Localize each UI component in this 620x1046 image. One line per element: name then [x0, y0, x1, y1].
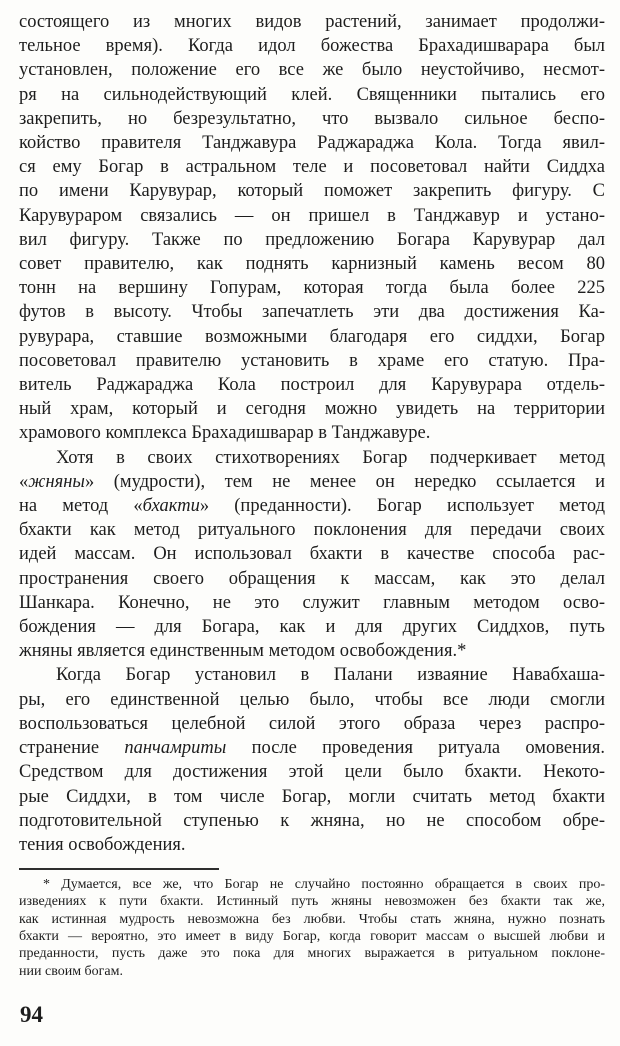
text-line: бождения — для Богара, как и для других Сиддхов, путь	[19, 617, 605, 638]
body-text	[19, 10, 605, 980]
text-segment: странение	[19, 738, 125, 759]
text-line: тельное время). Когда идол божества Брахадишварара был	[19, 36, 605, 57]
text-segment: после проведения ритуала омовения.	[226, 738, 606, 759]
footnote-line: бхакти — вероятно, это имеет в виду Богар, когда говорит массам о высшей любви и	[19, 929, 605, 944]
footnote-line: преданности, пусть даже это пока для многих выражается в ритуальном поклоне-	[19, 946, 605, 962]
text-line: Шанкара. Конечно, не это служит главным методом осво-	[19, 592, 605, 613]
italic-term: бхакти	[142, 496, 200, 517]
text-line: идей массам. Он использовал бхакти в качестве способа рас-	[19, 544, 605, 565]
paragraph-3	[19, 663, 605, 857]
text-line: ся ему Богар в астральном теле и посоветовал найти Сиддха	[19, 157, 605, 178]
text-line: совет правителю, как поднять карнизный камень весом 80	[19, 254, 605, 275]
footnote	[19, 876, 605, 980]
text-line: футов в высоту. Чтобы запечатлеть эти два достижения Ка-	[19, 302, 605, 323]
footnote-line: изведениях к пути бхакти. Истинный путь жняны невозможен без бхакти так же,	[19, 894, 605, 910]
text-line: койство правителя Танджавура Раджараджа Кола. Тогда явил-	[19, 133, 605, 154]
footnote-line: нии своим богам.	[19, 963, 123, 979]
text-line: Когда Богар установил в Палани изваяние Навабхаша-	[56, 665, 605, 686]
text-line: подготовительной ступенью к жняна, но не способом обре-	[19, 810, 605, 831]
italic-term: жняны	[28, 471, 85, 492]
text-line	[19, 639, 605, 663]
text-line: вил фигуру. Также по предложению Богара Карувурар дал	[19, 229, 605, 250]
text-segment: » (преданности). Богар использует метод	[199, 496, 605, 517]
text-line: Карувураром связались — он пришел в Танджавур и устано-	[19, 205, 605, 226]
text-line: состоящего из многих видов растений, занимает продолжи-	[19, 12, 605, 32]
text-line	[19, 470, 605, 494]
text-line: ры, его единственной целью было, чтобы все люди смогли	[19, 689, 605, 710]
footnote-ref-asterisk: *	[457, 641, 467, 662]
text-line: воспользоваться целебной силой этого образа через распро-	[19, 713, 605, 734]
footnote-line: как истинная мудрость невозможна без любви. Чтобы стать жняна, нужно познать	[19, 911, 605, 927]
footnote-line	[19, 876, 605, 893]
italic-term: панчамриты	[124, 738, 227, 759]
text-line: витель Раджараджа Кола построил для Карувурара отдель-	[19, 375, 605, 396]
text-line: бхакти как метод ритуального поклонения для передачи своих	[19, 520, 605, 541]
paragraph-1	[19, 10, 605, 446]
text-segment: жняны является единственным методом освобождения.	[19, 641, 458, 662]
text-line: Средством для достижения этой цели было бхакти. Некото-	[19, 762, 605, 783]
text-line: пространения своего обращения к массам, как это делал	[19, 568, 605, 589]
page-number: 94	[20, 1002, 43, 1027]
text-line: тения освобождения.	[19, 834, 186, 855]
text-line	[19, 736, 605, 760]
footnote-separator	[19, 868, 219, 870]
text-line: ря на сильнодействующий клей. Священники пытались его	[19, 84, 605, 105]
text-line: закрепить, но безрезультатно, что вызвало сильное беспо-	[19, 108, 605, 129]
text-line: ный храм, который и сегодня можно увидеть на территории	[19, 399, 605, 420]
text-line: Хотя в своих стихотворениях Богар подчеркивает метод	[56, 447, 605, 468]
text-segment: Думается, все же, что Богар не случайно постоянно обращается в своих про-	[50, 877, 605, 893]
text-line: установлен, положение его все же было неустойчиво, несмот-	[19, 60, 605, 81]
text-line: тонн на вершину Гопурам, которая тогда была более 225	[19, 278, 605, 299]
text-line: посоветовал правителю установить в храме его статую. Пра-	[19, 350, 605, 371]
text-line: храмового комплекса Брахадишварар в Танджавуре.	[19, 423, 431, 444]
text-line: рувурара, ставшие возможными благодаря его сиддхи, Богар	[19, 326, 605, 347]
text-segment: «	[19, 471, 29, 492]
footnote-marker: *	[43, 877, 50, 893]
text-line: рые Сиддхи, в том числе Богар, могли считать метод бхакти	[19, 786, 605, 807]
text-segment: на метод «	[19, 496, 143, 517]
text-line	[19, 494, 605, 518]
text-line: по имени Карувурар, который поможет закрепить фигуру. С	[19, 181, 605, 202]
text-segment: » (мудрости), тем не менее он нередко ссылается и	[84, 471, 605, 492]
paragraph-2	[19, 446, 605, 664]
